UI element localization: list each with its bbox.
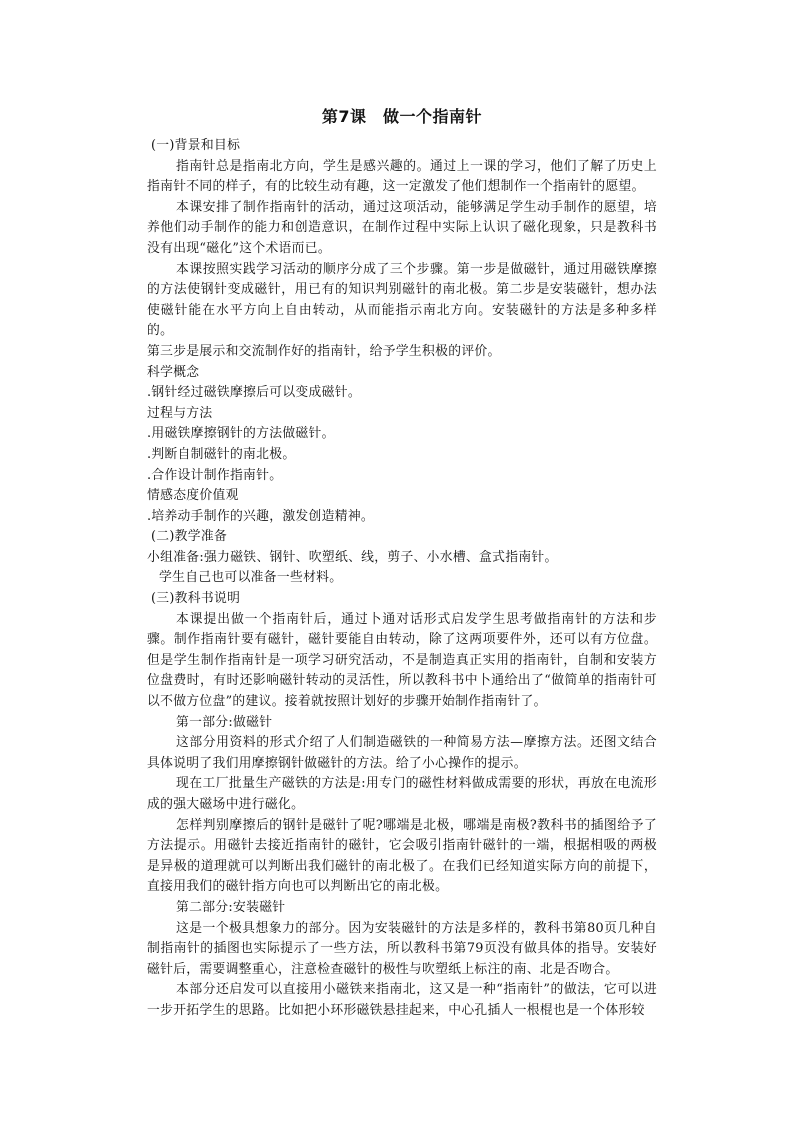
- paragraph: 怎样判别摩擦后的钢针是磁针了呢?哪端是北极，哪端是南极?教科书的插图给予了方法提示。用磁针去接近指南针的磁针，它会吸引指南针磁针的一端，根据相吸的两极是异极的道理就可以判断出我们磁针的南北极了。在我们已经知道实际方向的前提下，直接用我们的磁针指方向也可以判断出它的南北极。: [147, 817, 657, 895]
- paragraph: 小组准备:强力磁铁、钢针、吹塑纸、线，剪子、小水槽、盒式指南针。: [147, 549, 558, 565]
- paragraph: 第三步是展示和交流制作好的指南针，给予学生积极的评价。: [147, 343, 501, 359]
- paragraph: 这部分用资料的形式介绍了人们制造磁铁的一种简易方法—摩擦方法。还图文结合具体说明了我们用摩擦钢针做磁针的方法。给了小心操作的提示。: [147, 735, 657, 771]
- part-heading-two: 第二部分:安装磁针: [176, 899, 286, 915]
- subheading-attitude-values: 情感态度价值观: [147, 488, 239, 504]
- subheading-process-method: 过程与方法: [147, 405, 213, 421]
- paragraph: 指南针总是指南北方向，学生是感兴趣的。通过上一课的学习，他们了解了历史上指南针不同的样子，有的比较生动有趣，这一定激发了他们想制作一个指南针的愿望。: [147, 158, 657, 195]
- paragraph: 本课提出做一个指南针后，通过卜通对话形式启发学生思考做指南针的方法和步骤。制作指南针要有磁针，磁针要能自由转动，除了这两项要件外，还可以有方位盘。但是学生制作指南针是一项学习研究活动，不是制造真正实用的指南针，自制和安装方位盘费时，有时还影响磁针转动的灵活性，所以教科书中卜通给出了“做简单的指南针可以不做方位盘”的建议。接着就按照计划好的步骤开始制作指南针了。: [147, 611, 657, 710]
- list-item: .判断自制磁针的南北极。: [147, 446, 296, 462]
- lesson-title: 第7课 做一个指南针: [321, 107, 483, 126]
- paragraph: 这是一个极具想象力的部分。因为安装磁针的方法是多样的，教科书第80页几种自制指南针的插图也实际提示了一些方法，所以教科书第79页没有做具体的指导。安装好磁针后，需要调整重心，注意检查磁针的极性与吹塑纸上标注的南、北是否吻合。: [147, 920, 657, 977]
- paragraph: 现在工厂批量生产磁铁的方法是:用专门的磁性材料做成需要的形状，再放在电流形成的强大磁场中进行磁化。: [147, 776, 657, 812]
- list-item: .钢针经过磁铁摩擦后可以变成磁针。: [147, 385, 361, 401]
- part-heading-one: 第一部分:做磁针: [176, 714, 273, 730]
- section-heading-textbook: (三)教科书说明: [151, 591, 241, 607]
- list-item: .合作设计制作指南针。: [147, 467, 283, 483]
- section-heading-background: (一)背景和目标: [151, 138, 241, 153]
- subheading-science-concept: 科学概念: [147, 364, 200, 380]
- paragraph: 本课按照实践学习活动的顺序分成了三个步骤。第一步是做磁针，通过用磁铁摩擦的方法使钢针变成磁针，用已有的知识判别磁针的南北极。第二步是安装磁针，想办法使磁针能在水平方向上自由转动，从而能指示南北方向。安装磁针的方法是多种多样的。: [147, 261, 657, 339]
- document-page: [147, 104, 657, 1022]
- paragraph: 学生自己也可以准备一些材料。: [159, 570, 343, 586]
- section-heading-preparation: (二)教学准备: [151, 529, 228, 545]
- paragraph: 本部分还启发可以直接用小磁铁来指南北，这又是一种“指南针”的做法，它可以进一步开拓学生的思路。比如把小环形磁铁悬挂起来，中心孔插人一根棍也是一个体形较: [147, 982, 657, 1018]
- paragraph: 本课安排了制作指南针的活动，通过这项活动，能够满足学生动手制作的愿望，培养他们动手制作的能力和创造意识，在制作过程中实际上认识了磁化现象，只是教科书没有出现“磁化”这个术语而已。: [147, 199, 657, 256]
- list-item: .培养动手制作的兴趣，激发创造精神。: [147, 508, 375, 524]
- list-item: .用磁铁摩擦钢针的方法做磁针。: [147, 426, 335, 442]
